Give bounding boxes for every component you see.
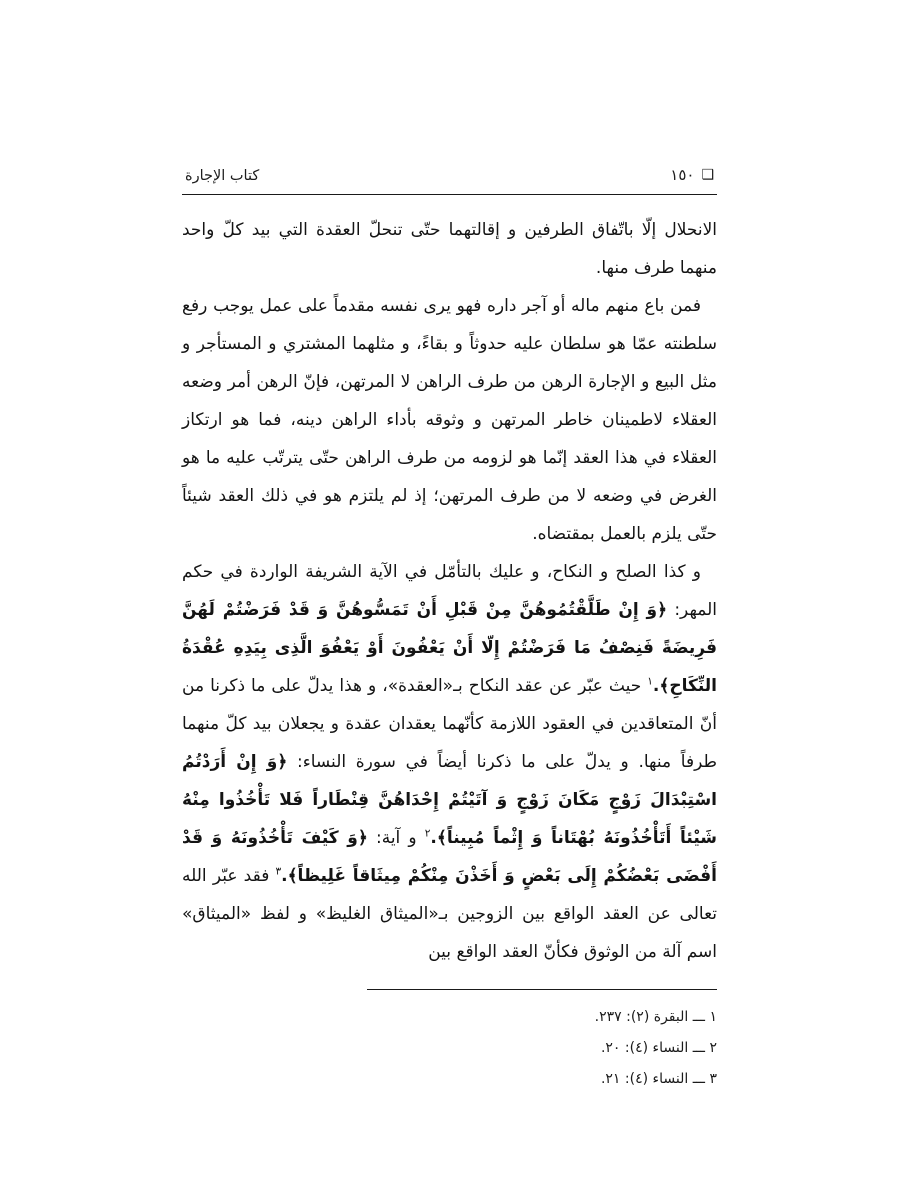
footnote-ref-3: ٣ <box>275 865 282 878</box>
para3-lead-text: و كذا الصلح و النكاح، و عليك بالتأمّل في الآية الشريفة الواردة في حكم المهر: <box>182 562 718 620</box>
paragraph-1: الانحلال إلّا باتّفاق الطرفين و إقالتهما حتّى تنحلّ العقدة التي بيد كلّ واحد منهما طرف منها. <box>182 220 717 278</box>
page-number-block <box>670 166 714 184</box>
page-marker-square-icon: ❑ <box>701 167 714 183</box>
footnote-separator-rule <box>367 989 717 990</box>
footnote-ref-2: ٢ <box>424 827 431 840</box>
body-text <box>182 211 717 971</box>
page-content <box>182 166 717 1095</box>
page-header <box>182 166 717 195</box>
footnotes-section <box>182 989 717 1095</box>
book-title: كتاب الإجارة <box>185 168 260 184</box>
footnote-ref-1: ١ <box>647 675 653 688</box>
para3-connector-text: و آية: <box>367 828 425 848</box>
quran-verse-baqarah-237: ﴿وَ إِنْ طَلَّقْتُمُوهُنَّ مِنْ قَبْلِ أَنْ تَمَسُّوهُنَّ وَ قَدْ فَرَضْتُمْ لَهُنَّ فَرِيضَةً فَنِصْفُ مَا فَرَضْتُمْ إِلّا أَنْ يَعْفُونَ أَوْ يَعْفُوَ الَّذِى بِيَدِهِ عُقْدَةُ النِّكَاحِ﴾. <box>182 600 717 696</box>
footnote-1: ١ ـــ البقرة (٢): ٢٣٧. <box>594 1009 717 1025</box>
paragraph-2: فمن باع منهم ماله أو آجر داره فهو يرى نفسه مقدماً على عمل يوجب رفع سلطنته عمّا هو سلطان عليه حدوثاً و بقاءً، و مثلهما المشتري و المستأجر و مثل البيع و الإجارة الرهن من طرف الراهن لا المرتهن، فإنّ الرهن أمر وضعه العقلاء لاطمينان خاطر المرتهن و وثوقه بأداء الراهن دينه، فما هو ارتكاز العقلاء في هذا العقد إنّما هو لزومه من طرف الراهن حتّى يترتّب عليه ما هو الغرض في وضعه لا من طرف المرتهن؛ إذ لم يلتزم هو في ذلك العقد شيئاً حتّى يلزم بالعمل بمقتضاه. <box>182 296 717 544</box>
paragraph-3 <box>182 553 717 971</box>
footnote-2: ٢ ـــ النساء (٤): ٢٠. <box>600 1040 717 1056</box>
page-number: ١٥٠ <box>670 166 695 184</box>
footnote-3: ٣ ـــ النساء (٤): ٢١. <box>600 1071 717 1087</box>
quran-verse-nisa-20: ﴿وَ إِنْ أَرَدْتُمُ اسْتِبْدَالَ زَوْجٍ مَكَانَ زَوْجٍ وَ آتَيْتُمْ إِحْدَاهُنَّ قِنْطَاراً فَلا تَأْخُذُوا مِنْهُ شَيْئاً أَتَأْخُذُونَهُ بُهْتَاناً وَ إِثْماً مُبِيناً﴾. <box>182 752 718 848</box>
para3-commentary-text: حيث عبّر عن عقد النكاح بـ«العقدة»، و هذا يدلّ على ما ذكرنا من أنّ المتعاقدين في العقود اللازمة كأنّهما يعقدان عقدة و يجعلان بيد كلّ منهما طرفاً منها. و يدلّ على ما ذكرنا أيضاً في سورة النساء: <box>182 676 717 772</box>
quran-verse-nisa-21: ﴿وَ كَيْفَ تَأْخُذُونَهُ وَ قَدْ أَفْضَى بَعْضُكُمْ إِلَى بَعْضٍ وَ أَخَذْنَ مِنْكُمْ مِيثَاقاً غَلِيظاً﴾. <box>182 828 717 886</box>
para3-closing-text: فقد عبّر الله تعالى عن العقد الواقع بين الزوجين بـ«الميثاق الغليظ» و لفظ «الميثاق» اسم آلة من الوثوق فكأنّ العقد الواقع بين <box>182 866 717 962</box>
